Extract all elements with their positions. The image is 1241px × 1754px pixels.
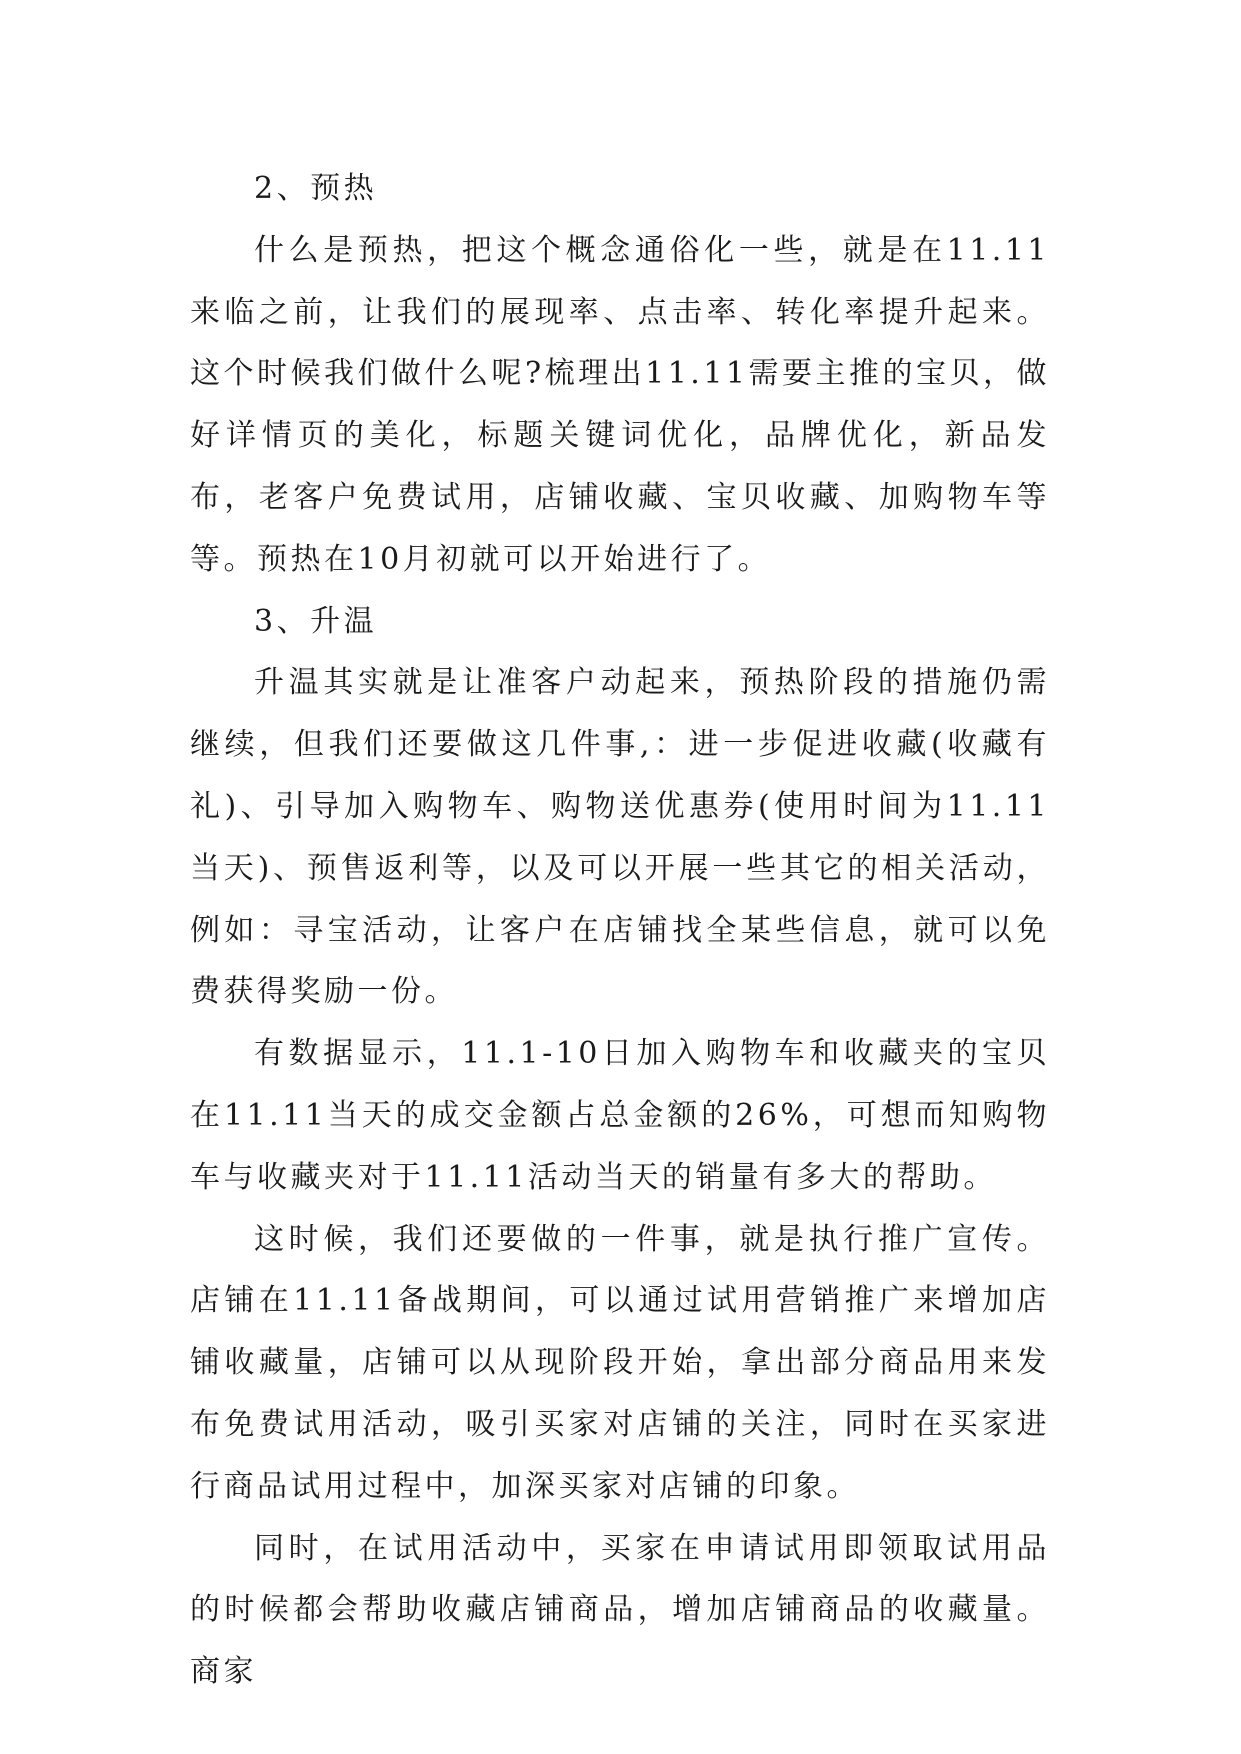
document-body	[190, 158, 1050, 1703]
paragraph-trial-activity: 同时，在试用活动中，买家在申请试用即领取试用品的时候都会帮助收藏店铺商品，增加店铺商品的收藏量。商家	[190, 1530, 1050, 1690]
paragraph-promotion: 这时候，我们还要做的一件事，就是执行推广宣传。店铺在11.11备战期间，可以通过试用营销推广来增加店铺收藏量，店铺可以从现阶段开始，拿出部分商品用来发布免费试用活动，吸引买家对店铺的关注，同时在买家进行商品试用过程中，加深买家对店铺的印象。	[190, 1221, 1050, 1504]
paragraph-cart-statistics: 有数据显示，11.1-10日加入购物车和收藏夹的宝贝在11.11当天的成交金额占总金额的26%，可想而知购物车与收藏夹对于11.11活动当天的销量有多大的帮助。	[190, 1036, 1050, 1195]
section-heading-preheat: 2、预热	[254, 171, 378, 206]
paragraph-preheat-definition: 什么是预热，把这个概念通俗化一些，就是在11.11来临之前，让我们的展现率、点击率、转化率提升起来。这个时候我们做什么呢?梳理出11.11需要主推的宝贝，做好详情页的美化，标题关键词优化，品牌优化，新品发布，老客户免费试用，店铺收藏、宝贝收藏、加购物车等等。预热在10月初就可以开始进行了。	[190, 232, 1050, 577]
paragraph-warmup-actions: 升温其实就是让准客户动起来，预热阶段的措施仍需继续，但我们还要做这几件事,：进一步促进收藏(收藏有礼)、引导加入购物车、购物送优惠券(使用时间为11.11当天)、预售返利等，以及可以开展一些其它的相关活动，例如：寻宝活动，让客户在店铺找全某些信息，就可以免费获得奖励一份。	[190, 665, 1050, 1010]
section-heading-warmup: 3、升温	[254, 603, 378, 639]
